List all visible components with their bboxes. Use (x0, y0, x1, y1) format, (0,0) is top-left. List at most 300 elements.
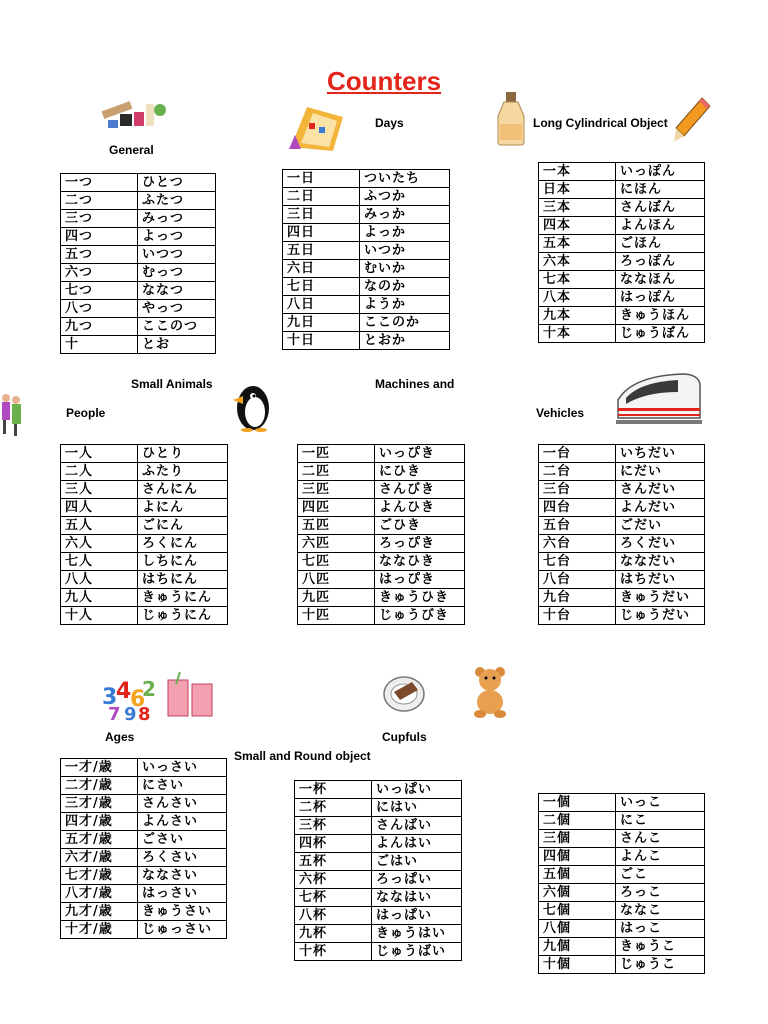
table-row (539, 307, 705, 325)
table-row (539, 235, 705, 253)
counter-kanji: 七匹 (298, 553, 375, 571)
counter-kanji: 一つ (61, 174, 138, 192)
table-row (295, 907, 462, 925)
counter-reading: さんばい (372, 817, 462, 835)
counter-reading: ごこ (616, 866, 705, 884)
counter-kanji: 九人 (61, 589, 138, 607)
svg-text:6: 6 (130, 687, 146, 712)
counter-reading: きゅうだい (616, 589, 705, 607)
counter-reading: はっぱい (372, 907, 462, 925)
table-row (539, 866, 705, 884)
counter-kanji: 三本 (539, 199, 616, 217)
table-row (61, 849, 227, 867)
counter-reading: ろくさい (138, 849, 227, 867)
table-row (539, 830, 705, 848)
counter-kanji: 一人 (61, 445, 138, 463)
counter-reading: ごさい (138, 831, 227, 849)
table-row (61, 192, 216, 210)
counter-reading: さんぼん (616, 199, 705, 217)
counter-kanji: 六本 (539, 253, 616, 271)
table-row (539, 463, 705, 481)
counter-reading: じゅうこ (616, 956, 705, 974)
counter-kanji: 二日 (283, 188, 360, 206)
table-row (283, 260, 450, 278)
counter-reading: ななはい (372, 889, 462, 907)
table-row (298, 589, 465, 607)
table-row (283, 206, 450, 224)
counter-kanji: 一本 (539, 163, 616, 181)
counter-reading: ひとつ (138, 174, 216, 192)
counter-reading: ふたつ (138, 192, 216, 210)
counter-reading: にほん (616, 181, 705, 199)
counter-kanji: 七台 (539, 553, 616, 571)
calendar-icon (287, 103, 349, 153)
counter-kanji: 四つ (61, 228, 138, 246)
counter-reading: ひとり (138, 445, 228, 463)
svg-text:9: 9 (124, 704, 137, 722)
counter-reading: ついたち (360, 170, 450, 188)
counter-reading: いっぽん (616, 163, 705, 181)
counter-reading: きゅうこ (616, 938, 705, 956)
table-row (539, 812, 705, 830)
counter-kanji: 三日 (283, 206, 360, 224)
counter-reading: ごほん (616, 235, 705, 253)
table-row (539, 535, 705, 553)
table-row (295, 889, 462, 907)
table-people (60, 444, 228, 625)
table-row (61, 571, 228, 589)
counter-reading: ななこ (616, 902, 705, 920)
counter-kanji: 九才/歳 (61, 903, 138, 921)
counter-reading: はっこ (616, 920, 705, 938)
table-row (295, 781, 462, 799)
table-row (539, 938, 705, 956)
table-row (61, 795, 227, 813)
counter-reading: ようか (360, 296, 450, 314)
counter-kanji: 三台 (539, 481, 616, 499)
bottle-icon (492, 90, 530, 146)
counter-reading: ななだい (616, 553, 705, 571)
counter-reading: いつか (360, 242, 450, 260)
counter-reading: よんだい (616, 499, 705, 517)
counter-kanji: 五台 (539, 517, 616, 535)
counter-kanji: 六才/歳 (61, 849, 138, 867)
counter-kanji: 九杯 (295, 925, 372, 943)
table-row (61, 174, 216, 192)
table-round (538, 793, 705, 974)
counter-kanji: 一匹 (298, 445, 375, 463)
counter-reading: ここのつ (138, 318, 216, 336)
train-icon (612, 370, 702, 428)
counter-reading: やっつ (138, 300, 216, 318)
table-row (539, 289, 705, 307)
section-label-ages: Ages (105, 730, 135, 744)
counter-kanji: 十人 (61, 607, 138, 625)
counter-kanji: 五個 (539, 866, 616, 884)
table-row (61, 867, 227, 885)
table-row (298, 445, 465, 463)
counter-reading: さんさい (138, 795, 227, 813)
counter-kanji: 一日 (283, 170, 360, 188)
counter-kanji: 四人 (61, 499, 138, 517)
counter-reading: はっさい (138, 885, 227, 903)
table-row (61, 282, 216, 300)
counter-reading: とおか (360, 332, 450, 350)
table-row (295, 817, 462, 835)
counter-kanji: 九日 (283, 314, 360, 332)
counter-kanji: 六人 (61, 535, 138, 553)
counter-kanji: 十杯 (295, 943, 372, 961)
counter-reading: いっさい (138, 759, 227, 777)
counter-kanji: 六つ (61, 264, 138, 282)
counter-reading: ろくにん (138, 535, 228, 553)
counter-kanji: 三杯 (295, 817, 372, 835)
counter-kanji: 三人 (61, 481, 138, 499)
table-row (61, 499, 228, 517)
counter-kanji: 二個 (539, 812, 616, 830)
counter-kanji: 八人 (61, 571, 138, 589)
counter-reading: ふたり (138, 463, 228, 481)
pencil-icon (672, 96, 712, 144)
counter-kanji: 一才/歳 (61, 759, 138, 777)
counter-reading: にはい (372, 799, 462, 817)
counter-reading: にこ (616, 812, 705, 830)
table-row (298, 499, 465, 517)
counter-kanji: 七杯 (295, 889, 372, 907)
counter-reading: じゅうぼん (616, 325, 705, 343)
counter-kanji: 六個 (539, 884, 616, 902)
table-row (295, 871, 462, 889)
counter-reading: じゅっさい (138, 921, 227, 939)
table-row (61, 589, 228, 607)
table-row (61, 903, 227, 921)
counter-kanji: 七人 (61, 553, 138, 571)
table-row (61, 300, 216, 318)
table-row (61, 813, 227, 831)
counter-reading: じゅうだい (616, 607, 705, 625)
table-cupfuls (294, 780, 462, 961)
counter-reading: よんひき (375, 499, 465, 517)
table-row (539, 956, 705, 974)
table-row (539, 217, 705, 235)
counter-kanji: 二つ (61, 192, 138, 210)
counter-kanji: 三つ (61, 210, 138, 228)
counter-kanji: 六匹 (298, 535, 375, 553)
counter-reading: ここのか (360, 314, 450, 332)
counter-kanji: 八匹 (298, 571, 375, 589)
table-row (539, 589, 705, 607)
section-label-round: Small and Round object (234, 749, 371, 763)
counter-kanji: 六杯 (295, 871, 372, 889)
counter-kanji: 四日 (283, 224, 360, 242)
counter-reading: ななつ (138, 282, 216, 300)
counter-reading: さんこ (616, 830, 705, 848)
counter-kanji: 十才/歳 (61, 921, 138, 939)
table-row (539, 163, 705, 181)
table-row (539, 553, 705, 571)
counter-reading: ろっぽん (616, 253, 705, 271)
table-row (539, 481, 705, 499)
table-row (298, 607, 465, 625)
table-row (61, 831, 227, 849)
table-row (298, 463, 465, 481)
table-row (298, 481, 465, 499)
counter-reading: よんさい (138, 813, 227, 831)
table-row (61, 885, 227, 903)
table-row (283, 188, 450, 206)
table-row (295, 925, 462, 943)
counter-reading: ななさい (138, 867, 227, 885)
counter-reading: きゅうほん (616, 307, 705, 325)
counter-kanji: 一杯 (295, 781, 372, 799)
counter-reading: いつつ (138, 246, 216, 264)
counter-reading: むっつ (138, 264, 216, 282)
table-row (295, 853, 462, 871)
counter-kanji: 五匹 (298, 517, 375, 535)
counter-reading: きゅうひき (375, 589, 465, 607)
table-row (283, 170, 450, 188)
counter-reading: ごにん (138, 517, 228, 535)
counter-reading: よにん (138, 499, 228, 517)
table-row (61, 445, 228, 463)
table-row (283, 314, 450, 332)
section-label-people: People (66, 406, 106, 420)
counter-kanji: 八本 (539, 289, 616, 307)
counter-reading: じゅうにん (138, 607, 228, 625)
counter-reading: にだい (616, 463, 705, 481)
counter-reading: ふつか (360, 188, 450, 206)
svg-text:8: 8 (138, 704, 151, 722)
counter-kanji: 九台 (539, 589, 616, 607)
table-row (61, 318, 216, 336)
counter-reading: よんはい (372, 835, 462, 853)
section-label-machines: Machines and (375, 377, 455, 391)
counter-kanji: 一台 (539, 445, 616, 463)
counter-kanji: 四台 (539, 499, 616, 517)
counter-reading: よんこ (616, 848, 705, 866)
counter-kanji: 三匹 (298, 481, 375, 499)
table-row (539, 199, 705, 217)
table-row (61, 777, 227, 795)
counter-kanji: 八つ (61, 300, 138, 318)
table-row (283, 278, 450, 296)
table-row (295, 799, 462, 817)
section-label-animals: Small Animals (131, 377, 213, 391)
table-row (539, 920, 705, 938)
counter-kanji: 八才/歳 (61, 885, 138, 903)
counter-reading: ごはい (372, 853, 462, 871)
counter-kanji: 一個 (539, 794, 616, 812)
counter-kanji: 三個 (539, 830, 616, 848)
table-row (283, 332, 450, 350)
counter-reading: じゅうびき (375, 607, 465, 625)
counter-reading: はっぴき (375, 571, 465, 589)
people-icon (0, 390, 24, 438)
table-row (61, 463, 228, 481)
counter-reading: いっぴき (375, 445, 465, 463)
table-row (539, 445, 705, 463)
counter-reading: ろっぴき (375, 535, 465, 553)
plate-icon (382, 672, 428, 714)
counter-kanji: 二台 (539, 463, 616, 481)
table-row (539, 607, 705, 625)
table-row (539, 884, 705, 902)
counter-reading: みっか (360, 206, 450, 224)
counter-kanji: 八杯 (295, 907, 372, 925)
counter-reading: はっぽん (616, 289, 705, 307)
table-row (539, 181, 705, 199)
counter-reading: よっつ (138, 228, 216, 246)
counter-kanji: 十個 (539, 956, 616, 974)
section-label-long: Long Cylindrical Object (533, 116, 668, 130)
counter-kanji: 二才/歳 (61, 777, 138, 795)
counter-kanji: 五つ (61, 246, 138, 264)
table-row (61, 264, 216, 282)
counter-kanji: 九個 (539, 938, 616, 956)
counter-kanji: 四本 (539, 217, 616, 235)
counter-kanji: 日本 (539, 181, 616, 199)
counter-reading: いっぱい (372, 781, 462, 799)
table-row (61, 481, 228, 499)
table-row (295, 943, 462, 961)
table-row (61, 535, 228, 553)
section-label-vehicles: Vehicles (536, 406, 585, 420)
stationery-icon (100, 94, 170, 134)
table-row (61, 921, 227, 939)
table-row (61, 210, 216, 228)
counter-reading: ろっぱい (372, 871, 462, 889)
counter-kanji: 十日 (283, 332, 360, 350)
counter-reading: いっこ (616, 794, 705, 812)
counter-kanji: 十 (61, 336, 138, 354)
counter-reading: いちだい (616, 445, 705, 463)
counter-reading: はちだい (616, 571, 705, 589)
table-animals (297, 444, 465, 625)
section-label-cupfuls: Cupfuls (382, 730, 427, 744)
counter-kanji: 二匹 (298, 463, 375, 481)
counter-kanji: 九つ (61, 318, 138, 336)
counter-reading: ごだい (616, 517, 705, 535)
counter-reading: きゅうはい (372, 925, 462, 943)
table-row (283, 296, 450, 314)
counter-kanji: 二杯 (295, 799, 372, 817)
counter-kanji: 五人 (61, 517, 138, 535)
svg-text:7: 7 (108, 704, 121, 722)
counter-reading: にひき (375, 463, 465, 481)
counter-kanji: 九匹 (298, 589, 375, 607)
counter-reading: にさい (138, 777, 227, 795)
table-row (283, 242, 450, 260)
table-row (539, 794, 705, 812)
table-row (298, 553, 465, 571)
counter-reading: さんだい (616, 481, 705, 499)
counter-reading: なのか (360, 278, 450, 296)
svg-text:3: 3 (102, 685, 118, 710)
counter-reading: きゅうにん (138, 589, 228, 607)
table-row (539, 902, 705, 920)
counter-kanji: 五日 (283, 242, 360, 260)
counter-kanji: 五杯 (295, 853, 372, 871)
counter-kanji: 四個 (539, 848, 616, 866)
counter-kanji: 八日 (283, 296, 360, 314)
counter-kanji: 十台 (539, 607, 616, 625)
table-row (61, 336, 216, 354)
table-row (539, 499, 705, 517)
counter-reading: ななほん (616, 271, 705, 289)
counter-kanji: 五才/歳 (61, 831, 138, 849)
svg-text:2: 2 (142, 677, 156, 701)
counter-kanji: 七日 (283, 278, 360, 296)
table-row (298, 517, 465, 535)
table-row (298, 571, 465, 589)
counter-reading: はちにん (138, 571, 228, 589)
counter-reading: ななひき (375, 553, 465, 571)
table-row (295, 835, 462, 853)
svg-text:4: 4 (116, 679, 132, 704)
penguin-icon (229, 380, 275, 432)
table-row (61, 517, 228, 535)
counter-reading: よっか (360, 224, 450, 242)
counter-kanji: 七個 (539, 902, 616, 920)
table-general (60, 173, 216, 354)
table-row (539, 325, 705, 343)
table-machines (538, 444, 705, 625)
counter-kanji: 十匹 (298, 607, 375, 625)
table-row (539, 517, 705, 535)
counter-reading: しちにん (138, 553, 228, 571)
counter-kanji: 七才/歳 (61, 867, 138, 885)
counter-reading: さんにん (138, 481, 228, 499)
page-title: Counters (326, 66, 442, 96)
counter-kanji: 四匹 (298, 499, 375, 517)
table-long (538, 162, 705, 343)
table-row (539, 271, 705, 289)
table-row (61, 228, 216, 246)
counter-reading: さんびき (375, 481, 465, 499)
counter-reading: みっつ (138, 210, 216, 228)
table-row (61, 607, 228, 625)
section-label-days: Days (375, 116, 404, 130)
counter-kanji: 八個 (539, 920, 616, 938)
counter-kanji: 十本 (539, 325, 616, 343)
counter-kanji: 四杯 (295, 835, 372, 853)
counter-reading: とお (138, 336, 216, 354)
counter-kanji: 四才/歳 (61, 813, 138, 831)
counter-kanji: 七つ (61, 282, 138, 300)
table-row (539, 571, 705, 589)
table-row (539, 253, 705, 271)
counter-kanji: 九本 (539, 307, 616, 325)
counter-kanji: 八台 (539, 571, 616, 589)
table-ages (60, 758, 227, 939)
table-row (61, 759, 227, 777)
table-row (539, 848, 705, 866)
counter-reading: むいか (360, 260, 450, 278)
counter-kanji: 七本 (539, 271, 616, 289)
counter-reading: ろくだい (616, 535, 705, 553)
table-days (282, 169, 450, 350)
counter-reading: よんほん (616, 217, 705, 235)
counter-kanji: 三才/歳 (61, 795, 138, 813)
counter-reading: ろっこ (616, 884, 705, 902)
table-row (61, 553, 228, 571)
numbers-drinks-icon (102, 670, 224, 722)
counter-kanji: 六台 (539, 535, 616, 553)
section-label-general: General (109, 143, 154, 157)
counter-reading: きゅうさい (138, 903, 227, 921)
counter-kanji: 五本 (539, 235, 616, 253)
teddy-bear-icon (470, 664, 510, 718)
